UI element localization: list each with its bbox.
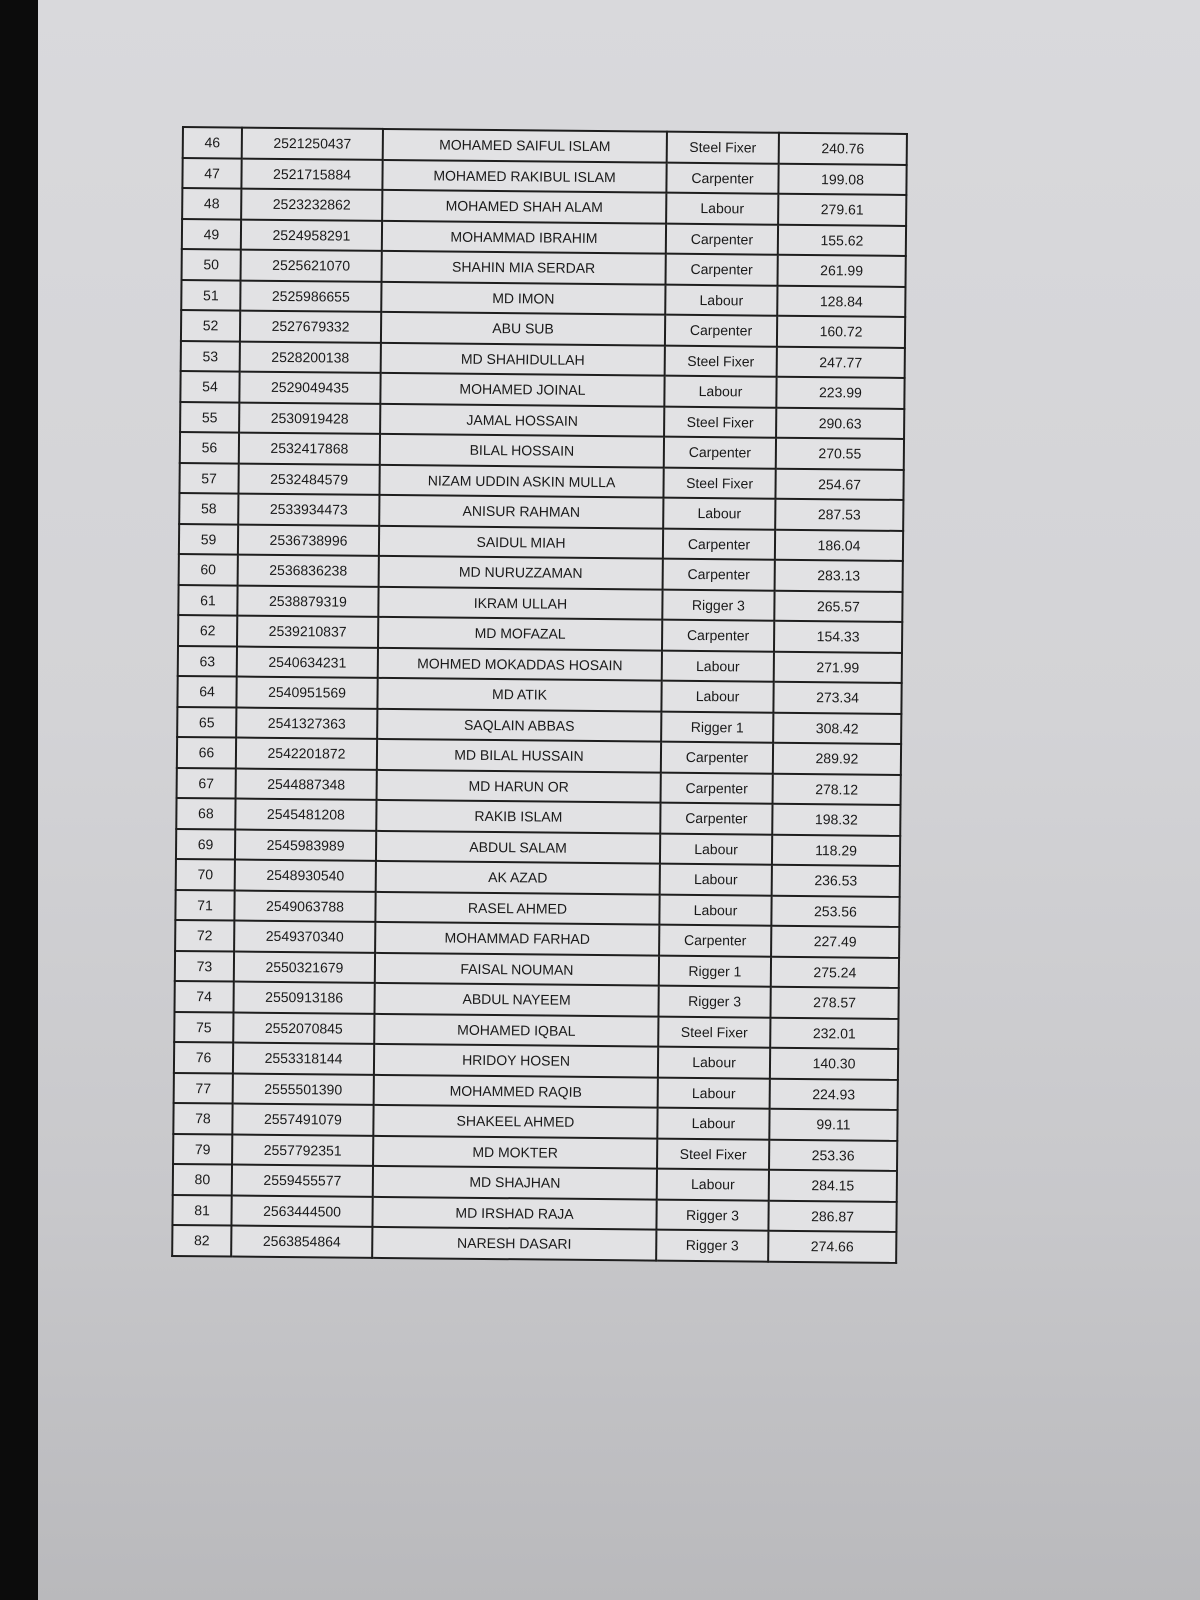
worker-trade: Steel Fixer [667, 132, 779, 164]
worker-trade: Labour [665, 284, 777, 316]
worker-amount: 275.24 [771, 956, 899, 988]
worker-name: MOHAMMAD IBRAHIM [382, 220, 666, 253]
row-number: 56 [180, 432, 239, 463]
worker-name: RASEL AHMED [375, 891, 659, 924]
worker-name: NARESH DASARI [372, 1227, 656, 1260]
worker-trade: Labour [657, 1108, 769, 1140]
worker-id: 2529049435 [239, 372, 380, 404]
row-number: 68 [176, 798, 235, 829]
row-number: 49 [182, 219, 241, 250]
worker-name: MD MOFAZAL [378, 617, 662, 650]
worker-trade: Carpenter [665, 315, 777, 347]
row-number: 69 [176, 828, 235, 859]
worker-name: RAKIB ISLAM [376, 800, 660, 833]
row-number: 60 [179, 554, 238, 585]
row-number: 50 [182, 249, 241, 280]
worker-amount: 253.36 [769, 1139, 897, 1171]
worker-trade: Steel Fixer [657, 1138, 769, 1170]
worker-id: 2530919428 [239, 402, 380, 434]
row-number: 59 [179, 523, 238, 554]
worker-id: 2563444500 [231, 1195, 372, 1227]
worker-amount: 284.15 [769, 1170, 897, 1202]
worker-amount: 265.57 [774, 590, 902, 622]
worker-name: MD HARUN OR [377, 769, 661, 802]
row-number: 71 [175, 889, 234, 920]
worker-id: 2544887348 [236, 768, 377, 800]
worker-trade: Rigger 3 [656, 1199, 768, 1231]
table-wrapper [171, 126, 908, 1263]
worker-name: IKRAM ULLAH [378, 586, 662, 619]
worker-trade: Carpenter [664, 437, 776, 469]
worker-id: 2521715884 [241, 158, 382, 190]
worker-id: 2542201872 [236, 738, 377, 770]
worker-id: 2550321679 [234, 951, 375, 983]
worker-trade: Labour [663, 498, 775, 530]
worker-trade: Labour [660, 864, 772, 896]
row-number: 61 [178, 584, 237, 615]
worker-amount: 160.72 [777, 316, 905, 348]
worker-name: MOHAMED SHAH ALAM [382, 190, 666, 223]
row-number: 73 [175, 950, 234, 981]
worker-trade: Carpenter [663, 528, 775, 560]
worker-id: 2563854864 [231, 1226, 372, 1258]
worker-amount: 270.55 [776, 438, 904, 470]
worker-name: MD IRSHAD RAJA [372, 1196, 656, 1229]
table-row [172, 1225, 896, 1262]
worker-name: ABU SUB [381, 312, 665, 345]
worker-amount: 279.61 [778, 194, 906, 226]
worker-trade: Labour [662, 650, 774, 682]
worker-id: 2538879319 [237, 585, 378, 617]
row-number: 81 [172, 1194, 231, 1225]
worker-id: 2548930540 [235, 860, 376, 892]
worker-trade: Carpenter [666, 223, 778, 255]
worker-name: JAMAL HOSSAIN [380, 403, 664, 436]
worker-id: 2528200138 [240, 341, 381, 373]
worker-amount: 140.30 [770, 1048, 898, 1080]
row-number: 58 [179, 493, 238, 524]
worker-amount: 199.08 [778, 163, 906, 195]
worker-trade: Carpenter [666, 162, 778, 194]
worker-amount: 155.62 [778, 224, 906, 256]
worker-name: MD SHAJHAN [373, 1166, 657, 1199]
worker-amount: 290.63 [776, 407, 904, 439]
worker-id: 2545983989 [235, 829, 376, 861]
table-body [172, 127, 907, 1262]
row-number: 63 [178, 645, 237, 676]
worker-id: 2557792351 [232, 1134, 373, 1166]
row-number: 76 [174, 1042, 233, 1073]
row-number: 47 [182, 158, 241, 189]
worker-id: 2539210837 [237, 616, 378, 648]
worker-id: 2527679332 [240, 311, 381, 343]
worker-amount: 236.53 [772, 865, 900, 897]
worker-id: 2553318144 [233, 1043, 374, 1075]
worker-trade: Rigger 3 [656, 1230, 768, 1262]
worker-name: MD NURUZZAMAN [379, 556, 663, 589]
worker-id: 2545481208 [235, 799, 376, 831]
worker-amount: 224.93 [770, 1078, 898, 1110]
worker-trade: Labour [660, 833, 772, 865]
worker-id: 2525621070 [241, 250, 382, 282]
worker-name: SHAHIN MIA SERDAR [382, 251, 666, 284]
worker-id: 2540634231 [237, 646, 378, 678]
worker-amount: 261.99 [777, 255, 905, 287]
paper-sheet [38, 0, 1200, 1600]
row-number: 65 [177, 706, 236, 737]
worker-id: 2536738996 [238, 524, 379, 556]
worker-amount: 289.92 [773, 743, 901, 775]
worker-name: MOHAMED JOINAL [380, 373, 664, 406]
row-number: 53 [181, 340, 240, 371]
worker-name: AK AZAD [376, 861, 660, 894]
worker-id: 2533934473 [238, 494, 379, 526]
worker-id: 2559455577 [232, 1165, 373, 1197]
worker-trade: Labour [661, 681, 773, 713]
row-number: 48 [182, 188, 241, 219]
worker-id: 2536836238 [238, 555, 379, 587]
worker-name: MOHMED MOKADDAS HOSAIN [378, 647, 662, 680]
worker-amount: 232.01 [770, 1017, 898, 1049]
row-number: 82 [172, 1225, 231, 1256]
worker-trade: Carpenter [659, 925, 771, 957]
worker-name: SAIDUL MIAH [379, 525, 663, 558]
worker-trade: Steel Fixer [658, 1016, 770, 1048]
worker-amount: 271.99 [774, 651, 902, 683]
row-number: 78 [173, 1103, 232, 1134]
worker-amount: 240.76 [779, 133, 907, 165]
worker-amount: 308.42 [773, 712, 901, 744]
row-number: 62 [178, 615, 237, 646]
row-number: 54 [180, 371, 239, 402]
worker-amount: 99.11 [769, 1109, 897, 1141]
worker-id: 2532417868 [239, 433, 380, 465]
row-number: 57 [179, 462, 238, 493]
worker-name: FAISAL NOUMAN [375, 952, 659, 985]
worker-id: 2540951569 [236, 677, 377, 709]
row-number: 64 [177, 676, 236, 707]
worker-id: 2532484579 [238, 463, 379, 495]
worker-name: NIZAM UDDIN ASKIN MULLA [379, 464, 663, 497]
worker-name: HRIDOY HOSEN [374, 1044, 658, 1077]
worker-name: ABDUL NAYEEM [374, 983, 658, 1016]
worker-amount: 254.67 [775, 468, 903, 500]
worker-name: MOHAMMED RAQIB [374, 1074, 658, 1107]
worker-name: MOHAMMAD FARHAD [375, 922, 659, 955]
worker-amount: 283.13 [775, 560, 903, 592]
worker-id: 2541327363 [236, 707, 377, 739]
worker-name: MD BILAL HUSSAIN [377, 739, 661, 772]
worker-name: SHAKEEL AHMED [373, 1105, 657, 1138]
worker-name: SAQLAIN ABBAS [377, 708, 661, 741]
row-number: 80 [173, 1164, 232, 1195]
row-number: 79 [173, 1133, 232, 1164]
row-number: 72 [175, 920, 234, 951]
worker-amount: 286.87 [768, 1200, 896, 1232]
worker-name: MD ATIK [377, 678, 661, 711]
worker-name: ANISUR RAHMAN [379, 495, 663, 528]
row-number: 51 [181, 280, 240, 311]
worker-trade: Labour [657, 1169, 769, 1201]
worker-trade: Carpenter [663, 559, 775, 591]
worker-id: 2525986655 [240, 280, 381, 312]
worker-trade: Rigger 3 [658, 986, 770, 1018]
worker-id: 2550913186 [233, 982, 374, 1014]
worker-trade: Labour [666, 193, 778, 225]
worker-amount: 186.04 [775, 529, 903, 561]
worker-name: ABDUL SALAM [376, 830, 660, 863]
row-number: 74 [174, 981, 233, 1012]
worker-amount: 274.66 [768, 1231, 896, 1263]
row-number: 77 [174, 1072, 233, 1103]
worker-trade: Labour [664, 376, 776, 408]
worker-table [171, 126, 908, 1263]
worker-amount: 128.84 [777, 285, 905, 317]
worker-id: 2524958291 [241, 219, 382, 251]
worker-name: MD SHAHIDULLAH [381, 342, 665, 375]
worker-trade: Carpenter [666, 254, 778, 286]
worker-id: 2557491079 [232, 1104, 373, 1136]
worker-amount: 278.57 [770, 987, 898, 1019]
worker-name: MOHAMED SAIFUL ISLAM [383, 129, 667, 162]
worker-trade: Carpenter [660, 803, 772, 835]
row-number: 52 [181, 310, 240, 341]
worker-trade: Rigger 1 [659, 955, 771, 987]
worker-trade: Labour [658, 1047, 770, 1079]
worker-trade: Rigger 1 [661, 711, 773, 743]
row-number: 46 [183, 127, 242, 158]
worker-trade: Carpenter [662, 620, 774, 652]
worker-id: 2521250437 [242, 128, 383, 160]
worker-amount: 278.12 [773, 773, 901, 805]
worker-amount: 253.56 [771, 895, 899, 927]
worker-trade: Steel Fixer [663, 467, 775, 499]
worker-trade: Carpenter [661, 742, 773, 774]
worker-trade: Steel Fixer [664, 406, 776, 438]
worker-name: MD IMON [381, 281, 665, 314]
worker-amount: 154.33 [774, 621, 902, 653]
worker-trade: Carpenter [661, 772, 773, 804]
worker-amount: 247.77 [777, 346, 905, 378]
worker-trade: Rigger 3 [662, 589, 774, 621]
worker-id: 2549370340 [234, 921, 375, 953]
worker-amount: 287.53 [775, 499, 903, 531]
row-number: 55 [180, 401, 239, 432]
row-number: 67 [177, 767, 236, 798]
worker-name: BILAL HOSSAIN [380, 434, 664, 467]
worker-amount: 118.29 [772, 834, 900, 866]
worker-trade: Labour [659, 894, 771, 926]
worker-trade: Steel Fixer [665, 345, 777, 377]
worker-name: MD MOKTER [373, 1135, 657, 1168]
worker-amount: 223.99 [776, 377, 904, 409]
worker-trade: Labour [658, 1077, 770, 1109]
worker-name: MOHAMED IQBAL [374, 1013, 658, 1046]
worker-id: 2552070845 [233, 1012, 374, 1044]
worker-amount: 227.49 [771, 926, 899, 958]
worker-id: 2555501390 [233, 1073, 374, 1105]
worker-amount: 273.34 [773, 682, 901, 714]
row-number: 70 [176, 859, 235, 890]
worker-id: 2549063788 [234, 890, 375, 922]
worker-name: MOHAMED RAKIBUL ISLAM [382, 159, 666, 192]
worker-id: 2523232862 [241, 189, 382, 221]
row-number: 75 [174, 1011, 233, 1042]
row-number: 66 [177, 737, 236, 768]
worker-amount: 198.32 [772, 804, 900, 836]
